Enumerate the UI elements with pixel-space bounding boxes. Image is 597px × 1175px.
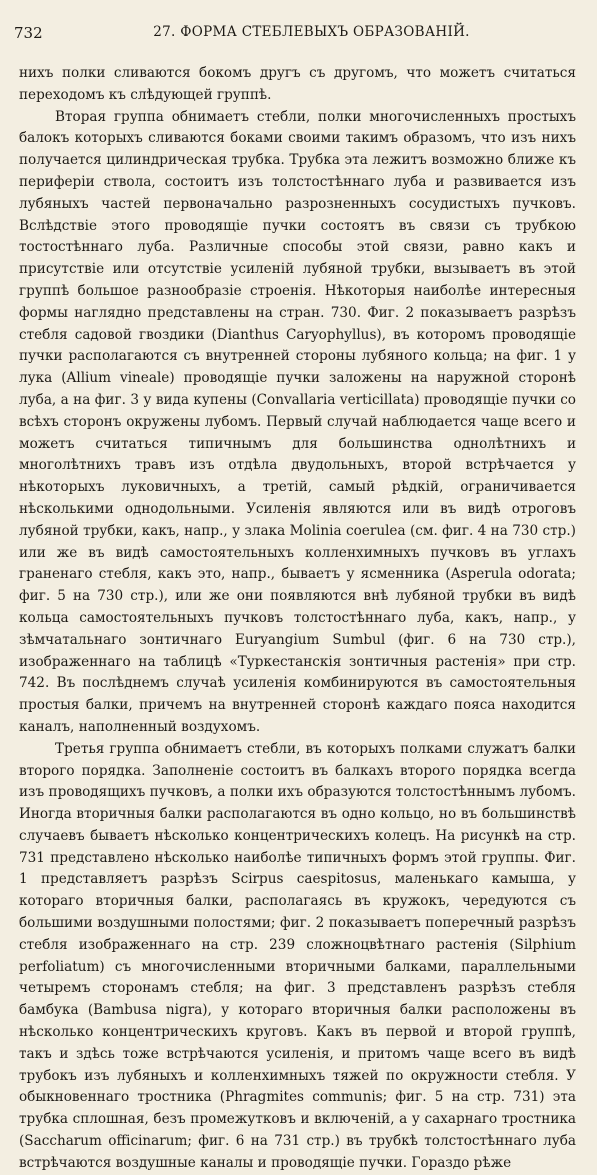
paragraph-continuation: нихъ полки сливаются бокомъ другъ съ другомъ, что можетъ считаться переходомъ къ слѣдующей группѣ. bbox=[19, 65, 576, 103]
body-text bbox=[19, 63, 576, 1175]
running-head: 27. ФОРМА СТЕБЛЕВЫХЪ ОБРАЗОВАНІЙ. bbox=[153, 24, 470, 40]
page-number: 732 bbox=[14, 24, 43, 42]
page-header bbox=[14, 24, 579, 46]
paragraph-second-group: Вторая группа обнимаетъ стебли, полки многочисленныхъ простыхъ балокъ которыхъ сливаются боками своими такимъ образомъ, что изъ нихъ получается цилиндрическая трубка. Трубка эта лежитъ возможно ближе къ периферіи ствола, состоитъ изъ толстостѣннаго луба и развивается изъ лубяныхъ частей первоначально разрозненныхъ сосудистыхъ пучковъ. Вслѣдствіе этого проводящіе пучки состоятъ въ связи съ трубкою тостостѣннаго луба. Различные способы этой связи, равно какъ и присутствіе или отсутствіе усиленій лубяной трубки, вызываетъ въ этой группѣ большое разнообразіе строенія. Нѣкоторыя наиболѣе интересныя формы наглядно представлены на стран. 730. Фиг. 2 показываетъ разрѣзъ стебля садовой гвоздики (Dianthus Caryophyllus), въ которомъ проводящіе пучки располагаются съ внутренней стороны лубяного кольца; на фиг. 1 у лука (Allium vineale) проводящіе пучки заложены на наружной сторонѣ луба, а на фиг. 3 у вида купены (Convallaria verticillata) проводящіе пучки со всѣхъ сторонъ окружены лубомъ. Первый случай наблюдается чаще всего и можетъ считаться типичнымъ для большинства однолѣтнихъ и многолѣтнихъ травъ изъ отдѣла двудольныхъ, второй встрѣчается у нѣкоторыхъ луковичныхъ, а третій, самый рѣдкій, ограничивается нѣсколькими однодольными. Усиленія являются или въ видѣ отроговъ лубяной трубки, какъ, напр., у злака Molinia coerulea (см. фиг. 4 на 730 стр.) или же въ видѣ самостоятельныхъ колленхимныхъ пучковъ въ углахъ граненаго стебля, какъ это, напр., бываетъ у ясменника (Asperula odorata; фиг. 5 на 730 стр.), или же они появляются внѣ лубяной трубки въ видѣ кольца самостоятельныхъ пучковъ толстостѣннаго луба, какъ, напр., у зѣмчатальнаго зонтичнаго Euryangium Sumbul (фиг. 6 на 730 стр.), изображеннаго на таблицѣ «Туркестанскія зонтичныя растенія» при стр. 742. Въ послѣднемъ случаѣ усиленія комбинируются въ самостоятельныя простыя балки, причемъ на внутренней сторонѣ каждаго пояса находится каналъ, наполненный воздухомъ. bbox=[19, 108, 576, 735]
paragraph-third-group: Третья группа обнимаетъ стебли, въ которыхъ полками служатъ балки второго порядка. Заполненіе состоитъ въ балкахъ второго порядка всегда изъ проводящихъ пучковъ, а полки ихъ образуются толстостѣннымъ лубомъ. Иногда вторичныя балки располагаются въ одно кольцо, но въ большинствѣ случаевъ бываетъ нѣсколько концентрическихъ колецъ. На рисункѣ на стр. 731 представлено нѣсколько наиболѣе типичныхъ формъ этой группы. Фиг. 1 представляетъ разрѣзъ Scirpus caespitosus, маленькаго камыша, у котораго вторичныя балки, располагаясь въ кружокъ, чередуются съ большими воздушными полостями; фиг. 2 показываетъ поперечный разрѣзъ стебля изображеннаго на стр. 239 сложноцвѣтнаго растенія (Silphium perfoliatum) съ многочисленными вторичными балками, параллельными четыремъ сторонамъ стебля; на фиг. 3 представленъ разрѣзъ стебля бамбука (Bambusa nigra), у котораго вторичныя балки расположены въ нѣсколько концентрическихъ круговъ. Какъ въ первой и второй группѣ, такъ и здѣсь тоже встрѣчаются усиленія, и притомъ чаще всего въ видѣ трубокъ изъ лубяныхъ и колленхимныхъ тяжей по окружности стебля. У обыкновеннаго тростника (Phragmites communis; фиг. 5 на стр. 731) эта трубка сплошная, безъ промежутковъ и включеній, а у сахарнаго тростника (Saccharum officinarum; фиг. 6 на 731 стр.) въ трубкѣ толстостѣннаго луба встрѣчаются воздушные каналы и проводящіе пучки. Гораздо рѣже bbox=[19, 740, 576, 1171]
